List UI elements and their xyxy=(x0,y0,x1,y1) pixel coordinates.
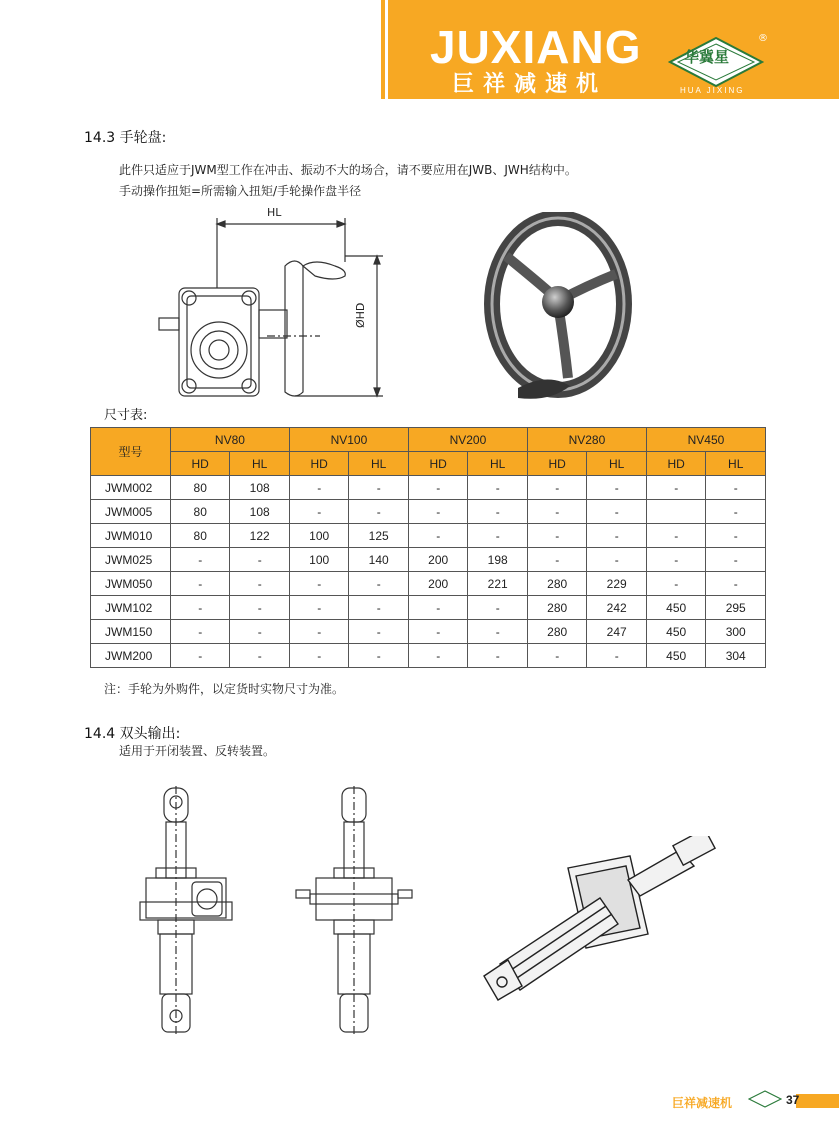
table-cell: - xyxy=(706,548,766,572)
table-cell: - xyxy=(468,476,528,500)
logo-text-cn: 华冀星 xyxy=(684,48,730,66)
brand-name-cn: 巨祥减速机 xyxy=(452,72,608,97)
table-cell: - xyxy=(230,644,290,668)
table-cell: - xyxy=(646,524,706,548)
table-cell: - xyxy=(170,644,229,668)
table-cell: 304 xyxy=(706,644,766,668)
table-row xyxy=(91,548,766,572)
double-output-photo xyxy=(480,836,720,1006)
table-header-group: NV200 xyxy=(408,428,527,452)
dimension-table xyxy=(90,427,766,668)
table-cell: - xyxy=(408,620,468,644)
table-cell: - xyxy=(170,596,229,620)
table-cell: 221 xyxy=(468,572,528,596)
table-cell: 198 xyxy=(468,548,528,572)
table-cell: - xyxy=(527,476,587,500)
table-cell: - xyxy=(408,476,468,500)
table-cell: - xyxy=(646,548,706,572)
table-cell: - xyxy=(646,476,706,500)
footer-logo-icon xyxy=(748,1090,782,1108)
table-cell: - xyxy=(408,524,468,548)
footer-accent-bar xyxy=(796,1094,839,1108)
table-row xyxy=(91,620,766,644)
table-subheader: HL xyxy=(706,452,766,476)
section-14-3-line2: 手动操作扭矩=所需输入扭矩/手轮操作盘半径 xyxy=(119,184,362,198)
table-cell: 450 xyxy=(646,620,706,644)
table-cell: 229 xyxy=(587,572,647,596)
dim-label-hd: ØHD xyxy=(354,302,367,328)
table-row xyxy=(91,572,766,596)
table-cell: - xyxy=(408,644,468,668)
table-cell: 108 xyxy=(230,500,290,524)
table-cell: - xyxy=(289,644,349,668)
table-cell: - xyxy=(349,620,409,644)
table-cell: 300 xyxy=(706,620,766,644)
table-cell: - xyxy=(468,644,528,668)
table-cell-model: JWM005 xyxy=(91,500,171,524)
table-subheader: HL xyxy=(230,452,290,476)
handwheel-dimension-drawing xyxy=(155,200,385,405)
table-cell: 100 xyxy=(289,524,349,548)
table-cell: 450 xyxy=(646,596,706,620)
handwheel-photo xyxy=(478,212,638,412)
table-cell-model: JWM010 xyxy=(91,524,171,548)
table-row xyxy=(91,476,766,500)
table-cell: - xyxy=(289,596,349,620)
table-cell: - xyxy=(170,548,229,572)
table-cell: 200 xyxy=(408,548,468,572)
table-cell: 108 xyxy=(230,476,290,500)
table-row xyxy=(91,644,766,668)
table-cell: - xyxy=(289,476,349,500)
table-subheader: HL xyxy=(468,452,528,476)
brand-name-en: JUXIANG xyxy=(430,21,642,73)
table-cell: - xyxy=(706,500,766,524)
footer-brand: 巨祥减速机 xyxy=(672,1096,733,1110)
table-cell: 80 xyxy=(170,500,229,524)
table-cell: 247 xyxy=(587,620,647,644)
table-cell: 140 xyxy=(349,548,409,572)
table-cell-model: JWM102 xyxy=(91,596,171,620)
table-cell: - xyxy=(230,572,290,596)
table-cell: - xyxy=(468,524,528,548)
table-row xyxy=(91,596,766,620)
table-cell: 280 xyxy=(527,596,587,620)
table-cell: - xyxy=(527,500,587,524)
table-cell: - xyxy=(230,620,290,644)
section-14-4-title: 14.4 双头输出: xyxy=(84,726,181,742)
table-cell: 122 xyxy=(230,524,290,548)
table-cell: 200 xyxy=(408,572,468,596)
table-cell: - xyxy=(230,596,290,620)
table-cell: - xyxy=(706,476,766,500)
table-cell: - xyxy=(527,548,587,572)
table-cell: - xyxy=(587,476,647,500)
section-14-3-line1: 此件只适应于JWM型工作在冲击、振动不大的场合，请不要应用在JWB、JWH结构中。 xyxy=(119,163,577,177)
table-subheader: HL xyxy=(587,452,647,476)
table-row xyxy=(91,500,766,524)
table-cell: 450 xyxy=(646,644,706,668)
dim-label-hl: HL xyxy=(267,206,282,219)
table-cell: - xyxy=(408,500,468,524)
table-cell: - xyxy=(527,644,587,668)
table-cell-model: JWM150 xyxy=(91,620,171,644)
table-subheader: HD xyxy=(289,452,349,476)
table-subheader: HD xyxy=(527,452,587,476)
table-cell-model: JWM002 xyxy=(91,476,171,500)
table-cell: - xyxy=(230,548,290,572)
table-cell: - xyxy=(587,644,647,668)
double-output-drawing-side xyxy=(294,784,414,1034)
logo-text-en: HUA JIXING xyxy=(680,86,745,95)
table-cell: - xyxy=(289,620,349,644)
table-header-group: NV450 xyxy=(646,428,765,452)
table-cell: - xyxy=(349,572,409,596)
table-cell-model: JWM025 xyxy=(91,548,171,572)
table-cell: - xyxy=(468,500,528,524)
table-cell xyxy=(646,500,706,524)
table-cell: - xyxy=(468,620,528,644)
table-body xyxy=(91,476,766,668)
table-cell: - xyxy=(349,500,409,524)
header-accent-rule xyxy=(381,0,385,99)
table-cell: 295 xyxy=(706,596,766,620)
table-cell: 80 xyxy=(170,476,229,500)
table-subheader: HD xyxy=(646,452,706,476)
table-subheader: HD xyxy=(408,452,468,476)
table-note: 注：手轮为外购件，以定货时实物尺寸为准。 xyxy=(104,682,345,696)
table-cell: - xyxy=(706,524,766,548)
table-cell: - xyxy=(527,524,587,548)
table-cell: - xyxy=(587,500,647,524)
table-cell: - xyxy=(170,572,229,596)
table-cell: - xyxy=(289,572,349,596)
table-cell: - xyxy=(349,644,409,668)
section-14-4-line1: 适用于开闭装置、反转装置。 xyxy=(119,744,276,758)
table-cell: - xyxy=(587,524,647,548)
table-cell: - xyxy=(289,500,349,524)
page-number: 37 xyxy=(786,1093,800,1107)
table-cell: 280 xyxy=(527,572,587,596)
table-cell: - xyxy=(646,572,706,596)
table-cell: - xyxy=(349,476,409,500)
table-cell: 125 xyxy=(349,524,409,548)
table-cell: - xyxy=(706,572,766,596)
table-cell-model: JWM200 xyxy=(91,644,171,668)
table-subheader: HL xyxy=(349,452,409,476)
table-header-model: 型号 xyxy=(91,428,171,476)
table-cell: 242 xyxy=(587,596,647,620)
double-output-drawing-front xyxy=(136,784,246,1034)
table-cell-model: JWM050 xyxy=(91,572,171,596)
section-14-3-title: 14.3 手轮盘: xyxy=(84,130,167,146)
registered-mark: ® xyxy=(758,33,768,44)
table-caption: 尺寸表: xyxy=(104,408,148,423)
table-cell: - xyxy=(170,620,229,644)
table-cell: - xyxy=(587,548,647,572)
table-cell: - xyxy=(349,596,409,620)
table-cell: 100 xyxy=(289,548,349,572)
table-cell: 80 xyxy=(170,524,229,548)
table-cell: - xyxy=(468,596,528,620)
table-subheader: HD xyxy=(170,452,229,476)
table-header-group: NV100 xyxy=(289,428,408,452)
table-cell: - xyxy=(408,596,468,620)
table-header-group: NV280 xyxy=(527,428,646,452)
table-row xyxy=(91,524,766,548)
table-cell: 280 xyxy=(527,620,587,644)
table-header-group: NV80 xyxy=(170,428,289,452)
